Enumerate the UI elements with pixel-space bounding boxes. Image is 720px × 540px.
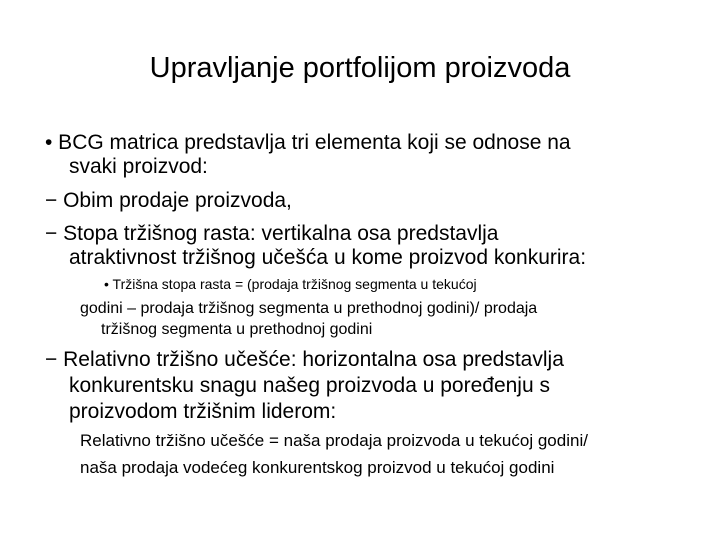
subitem-sales-volume: − Obim prodaje proizvoda,: [45, 189, 292, 212]
subitem-relative-share-cont-1: konkurentsku snagu našeg proizvoda u poređenju s: [69, 374, 550, 397]
formula-growth-rate-cont-2: tržišnog segmenta u prethodnoj godini: [101, 321, 373, 338]
slide-title: Upravljanje portfolijom proizvoda: [149, 52, 571, 84]
formula-growth-rate: • Tržišna stopa rasta = (prodaja tržišnog segmenta u tekućoj: [104, 276, 477, 292]
subitem-market-growth-cont: atraktivnost tržišnog učešća u kome proizvod konkurira:: [69, 246, 587, 269]
bullet-bcg-matrix: • BCG matrica predstavlja tri elementa koji se odnose na: [45, 131, 571, 154]
formula-relative-share-cont: naša prodaja vodećeg konkurentskog proizvod u tekućoj godini: [80, 458, 555, 477]
formula-relative-share: Relativno tržišno učešće = naša prodaja proizvoda u tekućoj godini/: [80, 431, 588, 450]
subitem-market-growth: − Stopa tržišnog rasta: vertikalna osa predstavlja: [45, 222, 499, 245]
subitem-relative-share-cont-2: proizvodom tržišnim liderom:: [69, 400, 337, 423]
subitem-relative-share: − Relativno tržišno učešće: horizontalna osa predstavlja: [45, 348, 564, 371]
formula-growth-rate-cont-1: godini – prodaja tržišnog segmenta u prethodnoj godini)/ prodaja: [80, 300, 538, 317]
bullet-bcg-matrix-cont: svaki proizvod:: [69, 155, 208, 178]
